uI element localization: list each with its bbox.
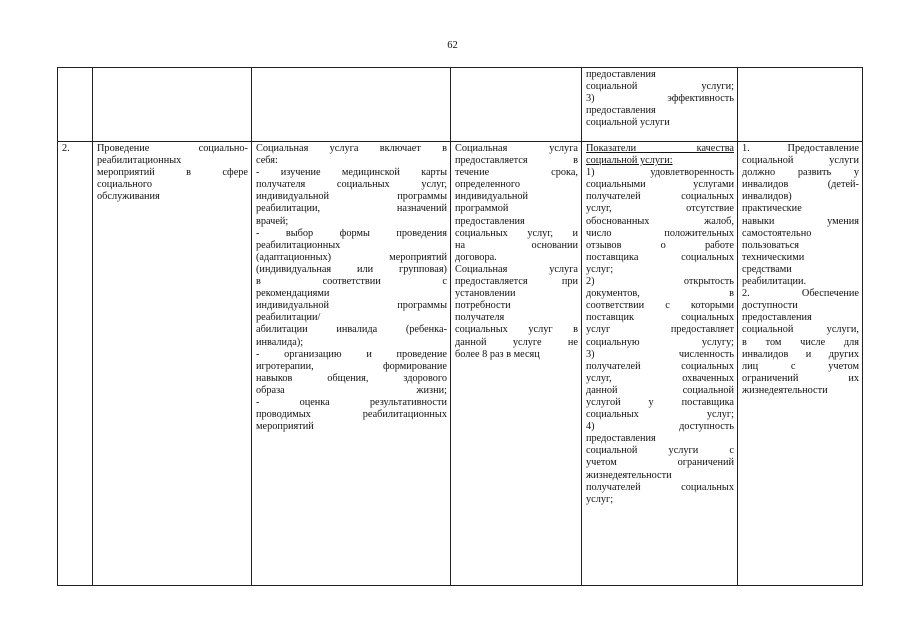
text-line: 2. Обеспечение	[742, 288, 859, 300]
text-line: предоставления	[742, 312, 812, 324]
text-line: рекомендациями	[256, 288, 330, 300]
quality-indicators-heading	[586, 143, 734, 167]
text-line: инвалидов (детей-	[742, 179, 859, 191]
text-line: Социальная услуга	[455, 263, 578, 275]
cell-quality-indicators	[582, 142, 738, 586]
cell-service-name	[93, 142, 252, 586]
text-line: мероприятий	[256, 421, 314, 433]
text-line: образа жизни;	[256, 384, 447, 396]
text-line: получателя социальных услуг,	[256, 179, 447, 191]
text-line: отзывов о работе	[586, 239, 734, 251]
text-line: должно развить у	[742, 167, 859, 179]
cell-row-number	[58, 142, 93, 586]
text-line: предоставления	[586, 69, 656, 80]
row-number: 2.	[62, 143, 70, 154]
text-line: предоставления	[586, 105, 656, 117]
text-line: услуг, охваченных	[586, 372, 734, 384]
text-line: проводимых реабилитационных	[256, 409, 447, 421]
text-line: реабилитации.	[742, 276, 807, 288]
text-line: получателя	[455, 312, 505, 324]
text-line: получателей социальных	[586, 360, 734, 372]
text-line: (индивидуальная или групповая)	[256, 263, 447, 275]
table-row	[58, 142, 863, 586]
text-line: пользоваться	[742, 239, 800, 251]
text-line: социальную услугу;	[586, 336, 734, 348]
text-line: договора.	[455, 251, 497, 263]
cell-conditions-empty	[738, 68, 863, 142]
text-line: самостоятельно	[742, 227, 812, 239]
text-line: учетом ограничений	[586, 457, 734, 469]
services-table	[57, 67, 863, 586]
provision-conditions	[742, 143, 859, 397]
text-line: услуг;	[586, 263, 614, 275]
text-line: индивидуальной программы	[256, 300, 447, 312]
text-line: число положительных	[586, 227, 734, 239]
text-line: предоставления	[586, 433, 656, 445]
text-line: услуг предоставляет	[586, 324, 734, 336]
text-line: соответствии с которыми	[586, 300, 734, 312]
text-line: - изучение медицинской карты	[256, 167, 447, 179]
text-line: социального	[97, 179, 153, 191]
text-line: реабилитации/	[256, 312, 321, 324]
text-line: социальных услуг;	[586, 409, 734, 421]
text-line: в том числе для	[742, 336, 859, 348]
text-line: жизнедеятельности	[742, 384, 828, 396]
text-line: индивидуальной программы	[256, 191, 447, 203]
text-line: мероприятий в сфере	[97, 167, 248, 179]
text-line: Проведение социально-	[97, 143, 248, 154]
text-line: средствами	[742, 263, 792, 275]
text-line: игротерапии, формирование	[256, 360, 447, 372]
text-line: жизнедеятельности	[586, 469, 672, 481]
text-line: Показатели качества	[586, 143, 734, 154]
cell-quality-continuation	[582, 68, 738, 142]
service-name	[97, 143, 248, 203]
text-line: предоставляется при	[455, 276, 578, 288]
text-line: на основании	[455, 239, 578, 251]
text-line: социальной услуги,	[742, 324, 859, 336]
cell-service-name-empty	[93, 68, 252, 142]
provision-terms	[455, 143, 578, 361]
cell-description-empty	[252, 68, 451, 142]
text-line: - выбор формы проведения	[256, 227, 447, 239]
text-line: доступности	[742, 300, 798, 312]
cell-terms-empty	[451, 68, 582, 142]
text-line: социальными услугами	[586, 179, 734, 191]
text-line: навыки умения	[742, 215, 859, 227]
text-line: услуг;	[586, 493, 614, 505]
text-line: Социальная услуга включает в	[256, 143, 447, 154]
text-line: услуг, отсутствие	[586, 203, 734, 215]
text-line: документов, в	[586, 288, 734, 300]
quality-continuation-text	[586, 69, 734, 129]
text-line: - организацию и проведение	[256, 348, 447, 360]
text-line: 4) доступность	[586, 421, 734, 433]
text-line: данной социальной	[586, 384, 734, 396]
text-line: лиц с учетом	[742, 360, 859, 372]
text-line: услугой у поставщика	[586, 396, 734, 408]
text-line: поставщика социальных	[586, 251, 734, 263]
table-row-continuation	[58, 68, 863, 142]
text-line: определенного	[455, 179, 521, 191]
text-line: социальной услуги	[742, 155, 859, 167]
text-line: обоснованных жалоб,	[586, 215, 734, 227]
text-line: инвалидов)	[742, 191, 792, 203]
text-line: социальных услуг в	[455, 324, 578, 336]
service-description	[256, 143, 447, 433]
text-line: 1. Предоставление	[742, 143, 859, 154]
text-line: 3) численность	[586, 348, 734, 360]
text-line: получателей социальных	[586, 191, 734, 203]
text-line: ограничений их	[742, 372, 859, 384]
text-line: социальной услуги	[586, 117, 670, 129]
text-line: навыков общения, здорового	[256, 372, 447, 384]
text-line: инвалидов и других	[742, 348, 859, 360]
text-line: (адаптационных) мероприятий	[256, 251, 447, 263]
text-line: - оценка результативности	[256, 396, 447, 408]
text-line: данной услуге не	[455, 336, 578, 348]
text-line: обслуживания	[97, 191, 160, 203]
text-line: получателей социальных	[586, 481, 734, 493]
text-line: предоставляется в	[455, 155, 578, 167]
text-line: Социальная услуга	[455, 143, 578, 154]
text-line: 2) открытость	[586, 276, 734, 288]
text-line: в соответствии с	[256, 276, 447, 288]
cell-provision-terms	[451, 142, 582, 586]
text-line: индивидуальной	[455, 191, 529, 203]
text-line: себя:	[256, 155, 278, 167]
text-line: 3) эффективность	[586, 93, 734, 105]
text-line: врачей;	[256, 215, 289, 227]
text-line: поставщик социальных	[586, 312, 734, 324]
quality-indicators	[586, 167, 734, 506]
text-line: предоставления	[455, 215, 525, 227]
text-line: реабилитационных	[97, 155, 182, 167]
text-line: потребности	[455, 300, 511, 312]
cell-service-description	[252, 142, 451, 586]
text-line: инвалида);	[256, 336, 304, 348]
text-line: более 8 раз в месяц	[455, 348, 540, 360]
text-line: социальных услуг, и	[455, 227, 578, 239]
text-line: реабилитации, назначений	[256, 203, 447, 215]
text-line: установлении	[455, 288, 516, 300]
text-line: социальной услуги;	[586, 81, 734, 93]
page-number: 62	[447, 40, 458, 51]
text-line: социальной услуги с	[586, 445, 734, 457]
text-line: программой	[455, 203, 509, 215]
text-line: техническими	[742, 251, 805, 263]
cell-provision-conditions	[738, 142, 863, 586]
cell-number-empty	[58, 68, 93, 142]
text-line: 1) удовлетворенность	[586, 167, 734, 179]
text-line: реабилитационных	[256, 239, 341, 251]
text-line: социальной услуги:	[586, 155, 673, 167]
text-line: абилитации инвалида (ребенка-	[256, 324, 447, 336]
text-line: течение срока,	[455, 167, 578, 179]
text-line: практические	[742, 203, 802, 215]
